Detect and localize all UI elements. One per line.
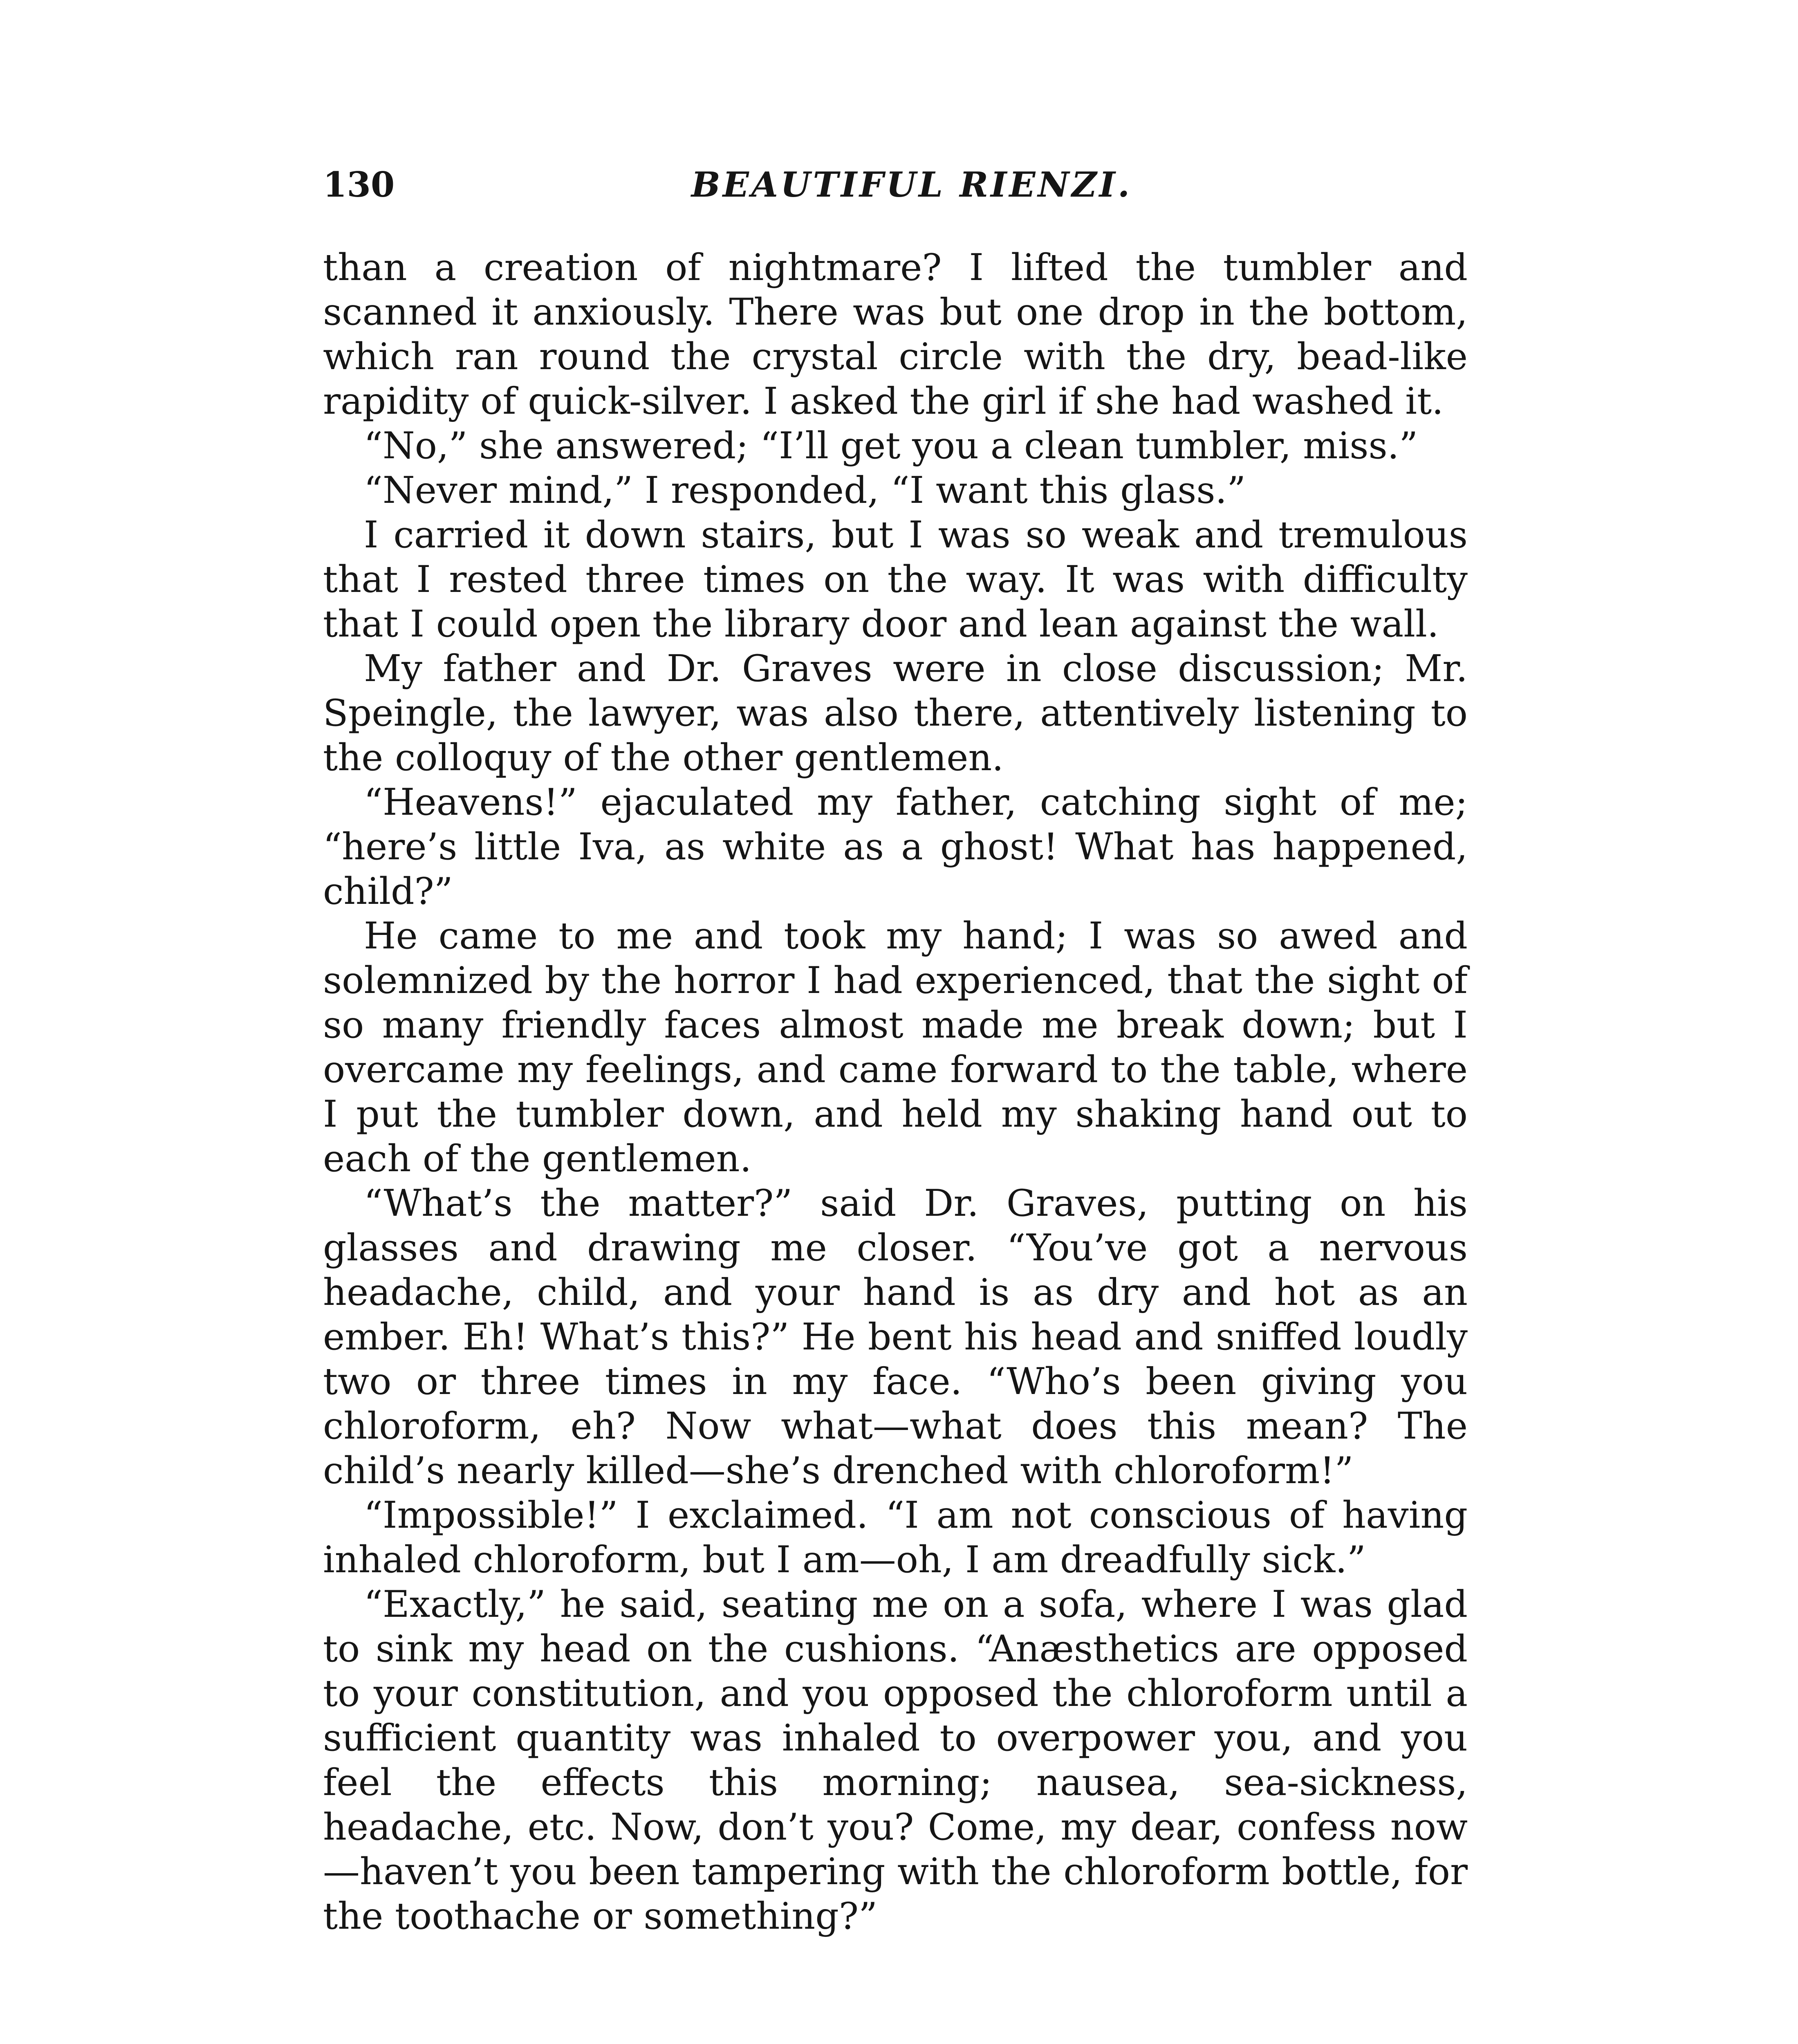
paragraph: “Never mind,” I responded, “I want this glass.” [364, 469, 1246, 512]
paragraph: I carried it down stairs, but I was so weak and tremulous that I rested three times on the way. It was with difficulty that I could open the library door and lean against the wall. [323, 513, 1468, 645]
paragraph: “No,” she answered; “I’ll get you a clean tumbler, miss.” [364, 424, 1418, 467]
running-title: BEAUTIFUL RIENZI. [691, 164, 1132, 205]
page-header [323, 160, 1500, 217]
paragraph: My father and Dr. Graves were in close discussion; Mr. Speingle, the lawyer, was also there, attentively listening to the colloquy of the other gentlemen. [323, 647, 1468, 779]
paragraph: “Heavens!” ejaculated my father, catching sight of me; “here’s little Iva, as white as a ghost! What has happened, child?” [323, 781, 1468, 913]
paragraph: He came to me and took my hand; I was so awed and solemnized by the horror I had experienced, that the sight of so many friendly faces almost made me break down; but I overcame my feelings, and came forward to the table, where I put the tumbler down, and held my shaking hand out to each of the gentlemen. [323, 914, 1468, 1180]
paragraph: “Exactly,” he said, seating me on a sofa, where I was glad to sink my head on the cushions. “Anæsthetics are opposed to your constitution, and you opposed the chloroform until a sufficient quantity was inhaled to overpower you, and you feel the effects this morning; nausea, sea-sickness, headache, etc. Now, don’t you? Come, my dear, confess now—haven’t you been tampering with the chloroform bottle, for the toothache or something?” [323, 1583, 1468, 1938]
paragraph: “What’s the matter?” said Dr. Graves, putting on his glasses and drawing me closer. “You’ve got a nervous headache, child, and your hand is as dry and hot as an ember. Eh! What’s this?” He bent his head and sniffed loudly two or three times in my face. “Who’s been giving you chloroform, eh? Now what—what does this mean? The child’s nearly killed—she’s drenched with chloroform!” [323, 1182, 1468, 1492]
page-number: 130 [323, 164, 395, 205]
paragraph: than a creation of nightmare? I lifted the tumbler and scanned it anxiously. There was but one drop in the bottom, which ran round the crystal circle with the dry, bead-like rapidity of quick-silver. I asked the girl if she had washed it. [323, 246, 1468, 423]
paragraph: “Impossible!” I exclaimed. “I am not conscious of having inhaled chloroform, but I am—oh, I am dreadfully sick.” [323, 1494, 1468, 1581]
body-text [323, 245, 1468, 1939]
